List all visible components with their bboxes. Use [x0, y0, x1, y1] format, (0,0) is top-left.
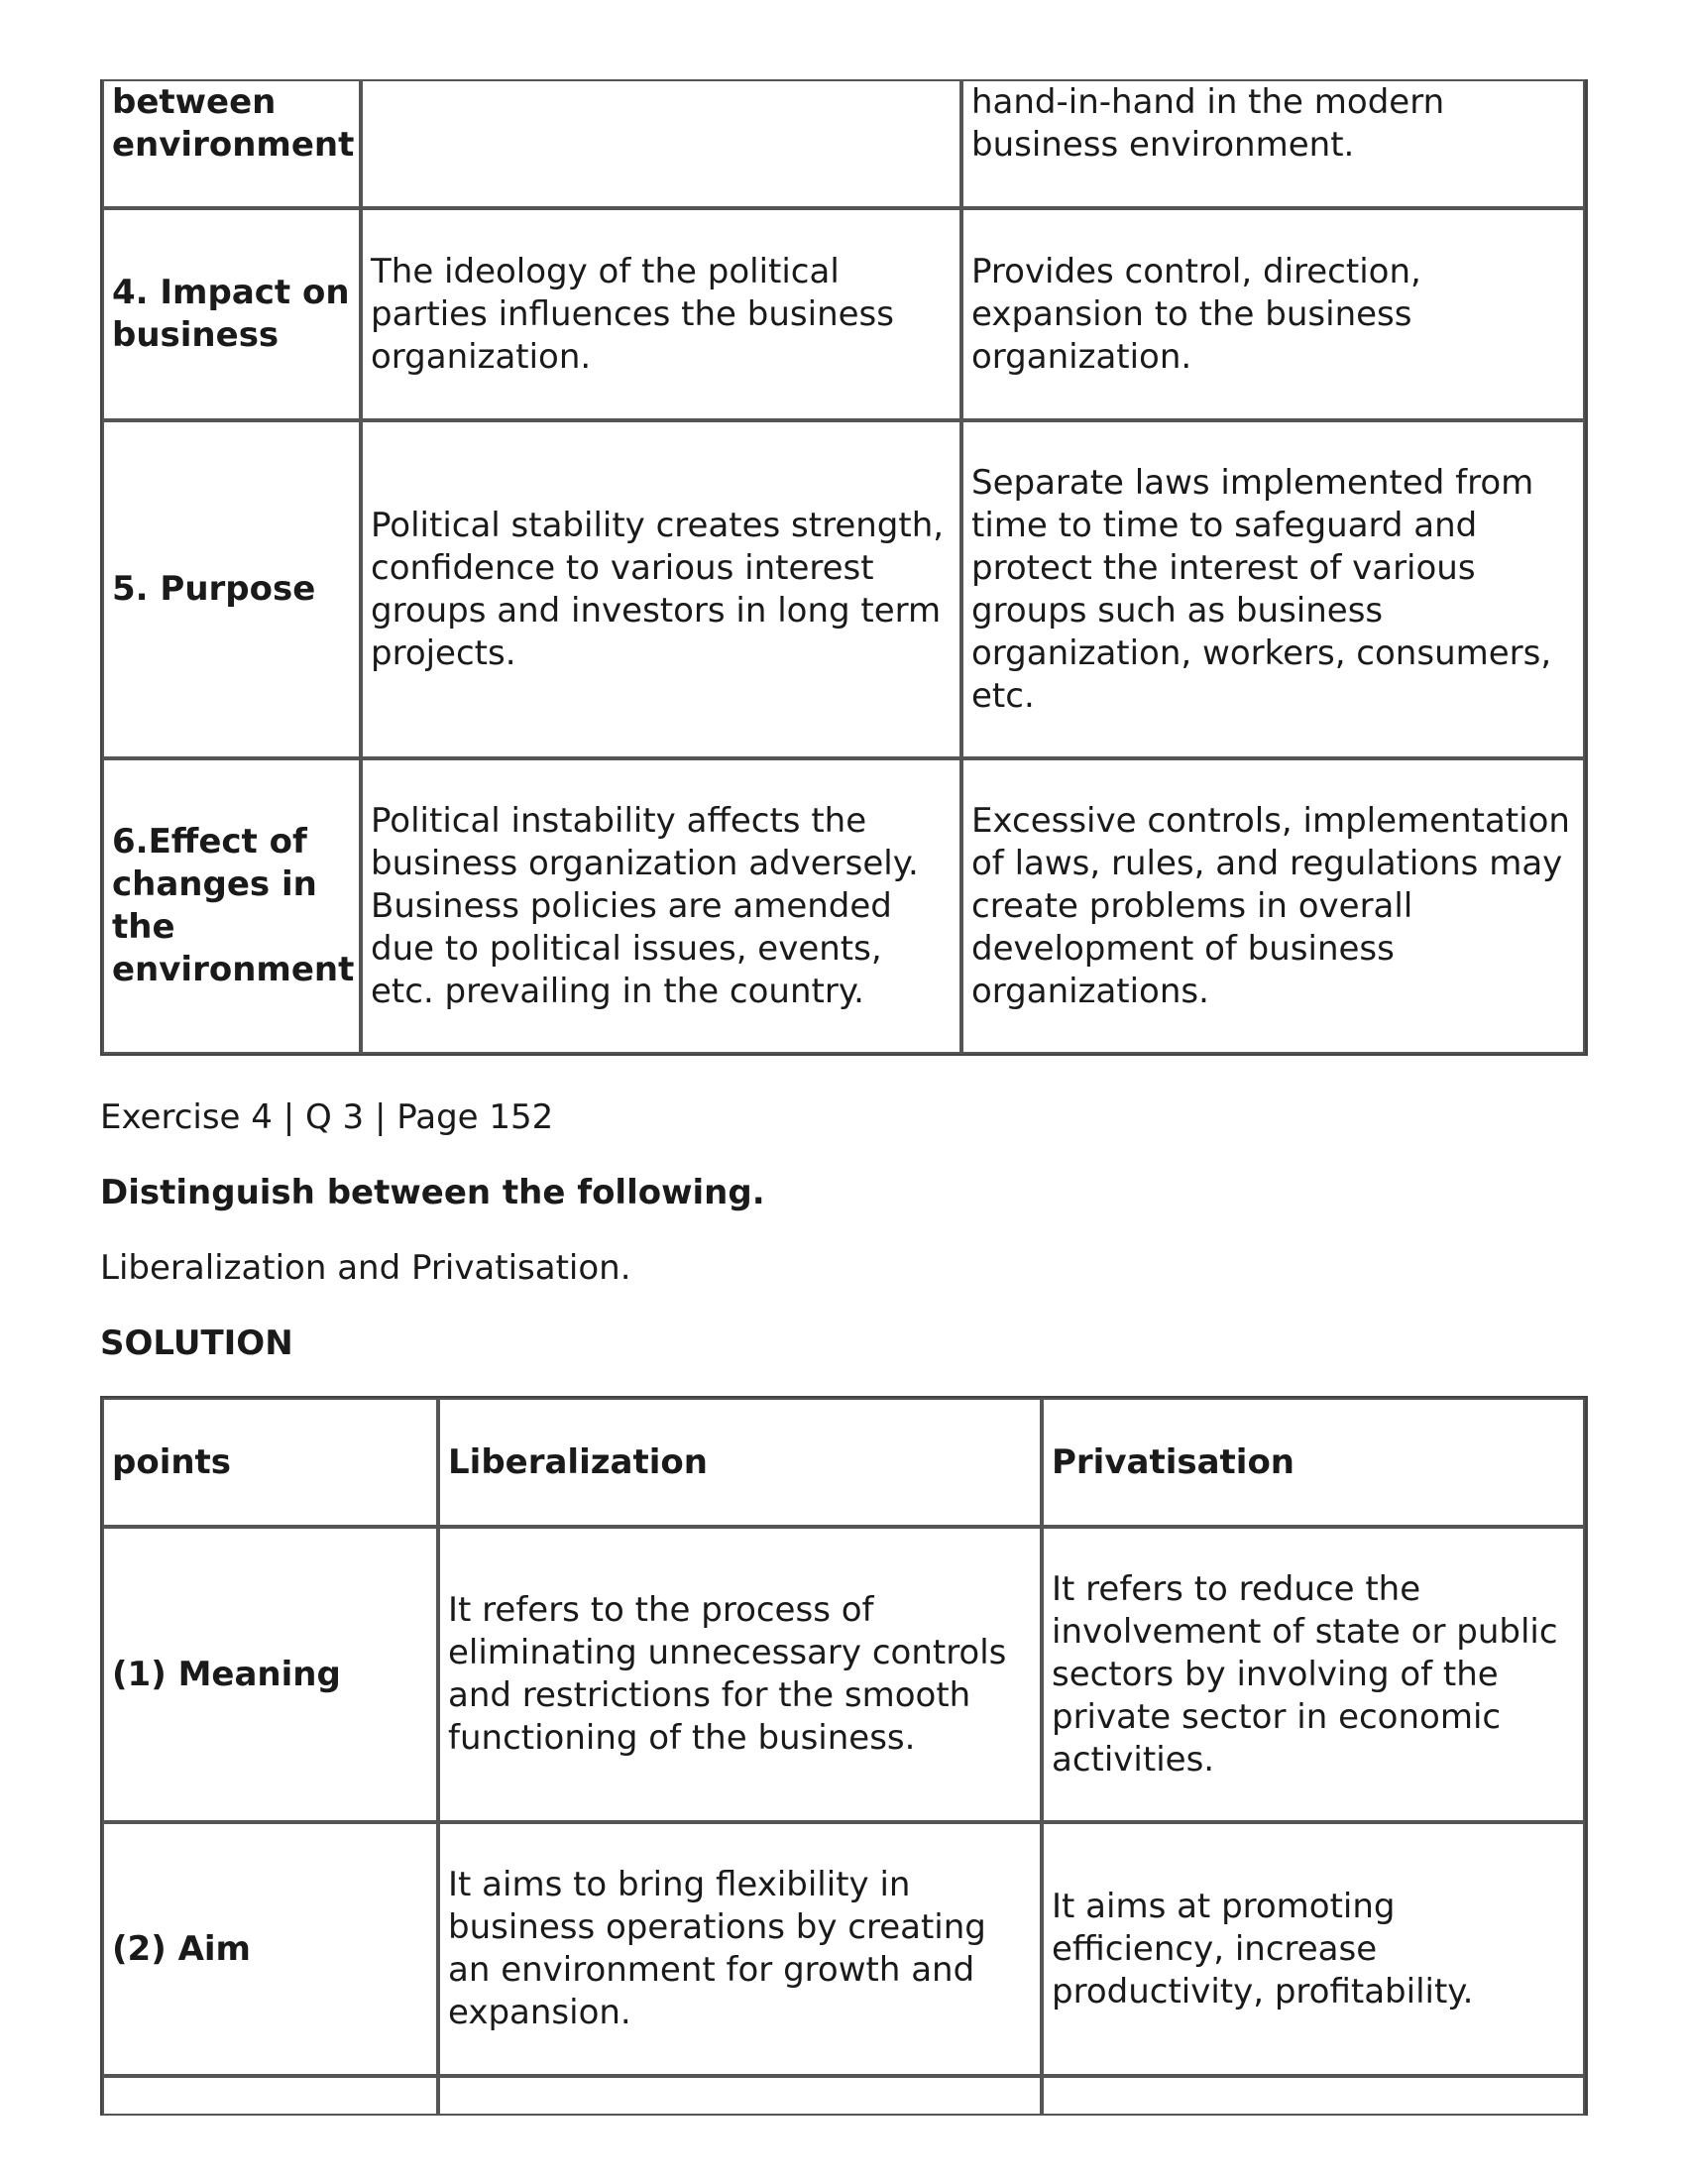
table-row	[102, 79, 1585, 208]
header-privatisation: Privatisation	[1042, 1398, 1585, 1527]
point-cell: 5. Purpose	[102, 420, 361, 758]
political-cell: Political instability affects the business organization adversely. Business policies are amended due to political issues, events, etc. prevailing in the country.	[361, 758, 961, 1054]
legal-cell: Separate laws implemented from time to time to safeguard and protect the interest of various groups such as business organization, workers, consumers, etc.	[961, 420, 1585, 758]
table-row	[102, 758, 1585, 1054]
point-cell: between environment	[102, 79, 361, 208]
liberalization-cell	[438, 2076, 1042, 2116]
point-cell: 6.Effect of changes in the environment	[102, 758, 361, 1054]
comparison-table-continued	[100, 79, 1588, 1056]
point-cell: (1) Meaning	[102, 1527, 438, 1822]
header-liberalization: Liberalization	[438, 1398, 1042, 1527]
liberalization-cell: It aims to bring flexibility in business operations by creating an environment for growth and expansion.	[438, 1822, 1042, 2076]
table-row	[102, 1822, 1585, 2076]
table-header-row	[102, 1398, 1585, 1527]
liberalization-cell: It refers to the process of eliminating unnecessary controls and restrictions for the smooth functioning of the business.	[438, 1527, 1042, 1822]
exercise-reference: Exercise 4 | Q 3 | Page 152	[100, 1097, 554, 1137]
table-row	[102, 1527, 1585, 1822]
question-subject: Liberalization and Privatisation.	[100, 1248, 631, 1288]
point-cell	[102, 2076, 438, 2116]
solution-label: SOLUTION	[100, 1323, 293, 1363]
liberalization-privatisation-table	[100, 1396, 1588, 2116]
table-row	[102, 208, 1585, 420]
privatisation-cell: It refers to reduce the involvement of state or public sectors by involving of the private sector in economic activities.	[1042, 1527, 1585, 1822]
table-row	[102, 2076, 1585, 2116]
privatisation-cell	[1042, 2076, 1585, 2116]
question-heading: Distinguish between the following.	[100, 1173, 765, 1212]
legal-cell: Excessive controls, implementation of laws, rules, and regulations may create problems in overall development of business organizations.	[961, 758, 1585, 1054]
legal-cell: hand-in-hand in the modern business environment.	[961, 79, 1585, 208]
political-cell	[361, 79, 961, 208]
header-points: points	[102, 1398, 438, 1527]
political-cell: The ideology of the political parties influences the business organization.	[361, 208, 961, 420]
privatisation-cell: It aims at promoting efficiency, increase productivity, profitability.	[1042, 1822, 1585, 2076]
point-cell: (2) Aim	[102, 1822, 438, 2076]
political-cell: Political stability creates strength, confidence to various interest groups and investors in long term projects.	[361, 420, 961, 758]
legal-cell: Provides control, direction, expansion to the business organization.	[961, 208, 1585, 420]
point-cell: 4. Impact on business	[102, 208, 361, 420]
table-row	[102, 420, 1585, 758]
